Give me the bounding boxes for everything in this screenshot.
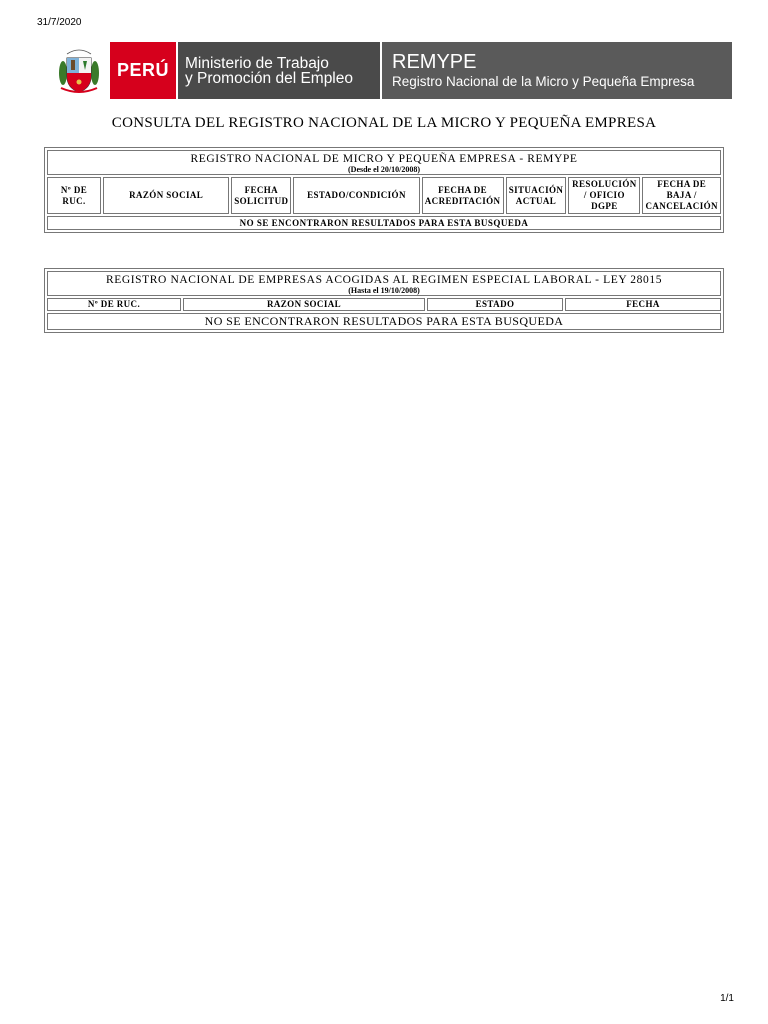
page-title: CONSULTA DEL REGISTRO NACIONAL DE LA MICRO Y PEQUEÑA EMPRESA xyxy=(111,115,657,131)
system-name: REMYPE xyxy=(392,50,477,73)
col-header-razon-social-2: RAZON SOCIAL xyxy=(183,298,425,311)
remype-table-subtitle: (Desde el 20/10/2008) xyxy=(348,165,420,174)
ley28015-table-title: REGISTRO NACIONAL DE EMPRESAS ACOGIDAS AL REGIMEN ESPECIAL LABORAL - LEY 28015 xyxy=(105,274,663,286)
remype-table-caption xyxy=(47,150,721,175)
col-header-fecha-solicitud: FECHA SOLICITUD xyxy=(231,177,291,214)
print-date: 31/7/2020 xyxy=(37,17,82,28)
ministry-name xyxy=(178,42,380,99)
ley28015-table xyxy=(44,268,724,333)
header-banner xyxy=(48,42,732,99)
col-header-fecha-baja: FECHA DE BAJA / CANCELACIÓN xyxy=(642,177,721,214)
coat-of-arms-icon xyxy=(57,46,101,96)
system-title-box xyxy=(382,42,732,99)
ley28015-table-subtitle: (Hasta el 19/10/2008) xyxy=(348,286,420,295)
ministry-line-2: y Promoción del Empleo xyxy=(185,69,353,87)
remype-no-results: NO SE ENCONTRARON RESULTADOS PARA ESTA BUSQUEDA xyxy=(47,216,721,230)
page-number: 1/1 xyxy=(720,993,734,1004)
col-header-fecha-acreditacion: FECHA DE ACREDITACIÓN xyxy=(422,177,504,214)
peru-label: PERÚ xyxy=(110,42,176,99)
col-header-ruc: Nº DE RUC. xyxy=(47,177,101,214)
ministry-line-1: Ministerio de Trabajo xyxy=(185,54,329,72)
col-header-ruc-2: Nº DE RUC. xyxy=(47,298,181,311)
col-header-situacion-actual: SITUACIÓN ACTUAL xyxy=(506,177,567,214)
ley28015-no-results: NO SE ENCONTRARON RESULTADOS PARA ESTA BUSQUEDA xyxy=(47,313,721,330)
system-full-name: Registro Nacional de la Micro y Pequeña Empresa xyxy=(392,73,695,89)
col-header-fecha-2: FECHA xyxy=(565,298,721,311)
col-header-estado-condicion: ESTADO/CONDICIÓN xyxy=(293,177,419,214)
col-header-razon-social: RAZÓN SOCIAL xyxy=(103,177,229,214)
col-header-resolucion: RESOLUCIÓN / OFICIO DGPE xyxy=(568,177,640,214)
ley28015-table-caption xyxy=(47,271,721,296)
coat-of-arms-logo xyxy=(48,42,110,99)
col-header-estado-2: ESTADO xyxy=(427,298,563,311)
remype-table-title: REGISTRO NACIONAL DE MICRO Y PEQUEÑA EMPRESA - REMYPE xyxy=(190,153,578,165)
remype-table xyxy=(44,147,724,233)
